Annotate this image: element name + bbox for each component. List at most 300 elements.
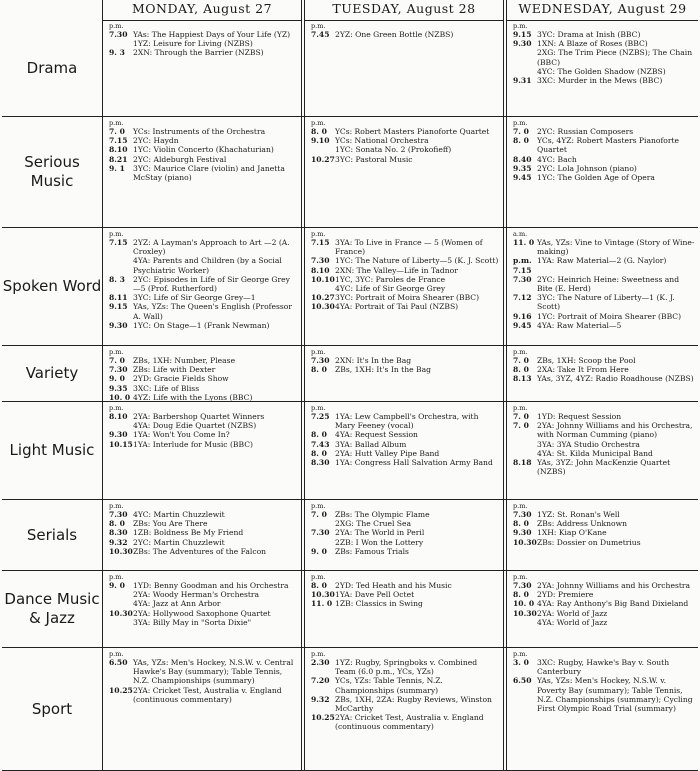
program-text: 4YC: Martin Chuzzlewit [133, 510, 225, 519]
program-text: 3YC: Maurice Clare (violin) and Janetta McStay (piano) [133, 163, 285, 183]
program-entry [513, 127, 696, 136]
program-text: 1YA: Lew Campbell's Orchestra, with Mary Feeney (vocal) [335, 412, 479, 431]
program-entry [311, 302, 499, 311]
program-time: 8. 0 [109, 519, 125, 529]
program-time: 8.10 [311, 265, 330, 275]
program-entry [513, 590, 696, 599]
program-text: 1YA: Interlude for Music (BBC) [133, 439, 253, 449]
pm-marker: p.m. [311, 573, 326, 581]
program-entry [513, 67, 696, 76]
program-entry [311, 275, 499, 284]
program-text: 3XC: Rugby, Hawke's Bay v. South Canterbury [537, 658, 670, 677]
schedule-cell [509, 402, 698, 499]
program-text: 4YA: Jazz at Ann Arbor [133, 599, 221, 609]
category-row [2, 648, 698, 771]
program-text: YCs, YZs: Table Tennis, N.Z. Championships (summary) [335, 676, 443, 695]
program-entry [109, 393, 297, 401]
program-time [109, 590, 133, 599]
program-entry [311, 676, 499, 694]
program-time: 7.30 [109, 510, 128, 519]
program-time: 7.30 [109, 30, 128, 39]
program-entry [109, 510, 297, 519]
program-time: 10.27 [311, 293, 335, 303]
program-entry [109, 609, 297, 618]
pm-marker: p.m. [109, 404, 124, 412]
category-label: Dance Music & Jazz [4, 590, 100, 627]
program-text: 2YZ: A Layman's Approach to Art —2 (A. Croxley) [133, 238, 290, 257]
program-entry [109, 39, 297, 48]
program-time: 10. 0 [109, 392, 131, 401]
program-time: 9.35 [513, 163, 532, 173]
program-text: 1YZ: Leisure for Living (NZBS) [133, 39, 253, 49]
program-time: 8.10 [109, 145, 128, 155]
program-time: 7.43 [311, 439, 330, 449]
program-text: 2YC: Russian Composers [537, 127, 634, 136]
program-time: 7. 0 [513, 412, 529, 421]
program-text: 2YC: Episodes in Life of Sir George Grey—5 (Prof. Rutherford) [133, 274, 290, 294]
program-text: 1YC: On Stage—1 (Frank Newman) [133, 320, 270, 330]
program-text: 2YA: Cricket Test, Australia v. England (continuous commentary) [133, 685, 282, 704]
program-time: 9.45 [513, 173, 532, 183]
category-label: Variety [25, 364, 79, 382]
program-time: 9.31 [513, 76, 532, 86]
program-entry [109, 238, 297, 256]
program-entry [109, 365, 297, 374]
program-time: 7.30 [311, 528, 330, 538]
program-time: 9.32 [311, 694, 330, 704]
schedule-cell [509, 500, 698, 570]
program-text: 4YC: Life of Sir George Grey [335, 284, 446, 294]
program-entry [513, 658, 696, 676]
program-text: 3YA: To Live in France — 5 (Women of France) [335, 238, 483, 257]
program-text: 2YC: Lola Johnson (piano) [537, 163, 637, 173]
program-text: ZBs: Dossier on Dumetrius [537, 537, 641, 547]
program-entry [109, 547, 297, 556]
pm-marker: p.m. [513, 348, 528, 356]
program-text: 2YA: Woody Herman's Orchestra [133, 590, 260, 600]
program-text: 2XN: It's In the Bag [335, 356, 412, 365]
program-entry [311, 547, 499, 556]
program-entry [109, 590, 297, 599]
program-entry [513, 136, 696, 154]
program-text: 2YA: Barbershop Quartet Winners [133, 412, 265, 421]
program-time: 9.30 [109, 320, 128, 330]
pm-marker: p.m. [109, 22, 124, 30]
program-text: 3XC: Murder in the Mews (BBC) [537, 76, 663, 86]
schedule-cell [509, 117, 698, 227]
program-time: 7. 0 [109, 127, 125, 136]
program-entry [311, 510, 499, 519]
pm-marker: p.m. [513, 573, 528, 581]
program-time [311, 284, 335, 293]
program-entry [109, 581, 297, 590]
program-time: 7.15 [109, 238, 128, 247]
program-entry [109, 136, 297, 145]
program-text: 1YZ: St. Ronan's Well [537, 510, 620, 519]
program-time: 9.16 [513, 311, 532, 321]
schedule-cell [105, 500, 299, 570]
program-entry [311, 695, 499, 713]
program-text: 2XN: The Valley—Life in Tadnor [335, 265, 458, 275]
program-entry [513, 458, 696, 476]
program-entry [311, 538, 499, 547]
program-entry [109, 599, 297, 608]
program-text: 3YA: 3YA Studio Orchestra [537, 439, 640, 449]
program-time: 10.10 [311, 274, 335, 284]
program-text: 2YZ: One Green Bottle (NZBS) [335, 30, 454, 39]
program-entry [513, 238, 696, 256]
program-time: 9.45 [513, 320, 532, 330]
schedule-cell [105, 20, 299, 116]
program-text: ZBs, 1XH: Number, Please [133, 356, 236, 365]
schedule-cell [307, 228, 501, 345]
schedule-cell [509, 648, 698, 770]
program-entry [109, 421, 297, 430]
program-entry [513, 449, 696, 458]
column-divider [503, 0, 504, 771]
program-entry [513, 312, 696, 321]
program-time: 7.45 [311, 30, 330, 39]
program-time: 8.21 [109, 154, 128, 164]
schedule-cell [307, 500, 501, 570]
program-entry [513, 48, 696, 66]
program-time: 6.50 [109, 658, 128, 667]
pm-marker: p.m. [311, 22, 326, 30]
schedule-cell [307, 346, 501, 401]
program-entry [311, 713, 499, 731]
program-text: 2YA: Johnny Williams and his Orchestra [537, 581, 691, 590]
program-time: 7.15 [109, 136, 128, 146]
pm-marker: p.m. [311, 650, 326, 658]
program-entry [513, 440, 696, 449]
program-time: 8. 0 [311, 448, 327, 458]
program-text: 1YC: The Nature of Liberty—5 (K. J. Scott) [335, 256, 499, 266]
program-text: YCs: Robert Masters Pianoforte Quartet [335, 127, 490, 136]
program-text: 4YA: World of Jazz [537, 617, 608, 627]
category-label: Drama [26, 58, 78, 77]
program-text: YAs, 3YZ, 4YZ: Radio Roadhouse (NZBS) [537, 374, 694, 384]
program-time: 8. 0 [513, 365, 529, 375]
program-text: ZBs: Life with Dexter [133, 365, 216, 375]
program-text: 4YZ: Life with the Lyons (BBC) [133, 392, 253, 401]
pm-marker: p.m. [513, 650, 528, 658]
program-time: 9.15 [109, 302, 128, 312]
program-time: 8.10 [109, 412, 128, 421]
program-text: 3YC: Pastoral Music [335, 154, 413, 164]
program-entry [513, 365, 696, 374]
program-entry [311, 581, 499, 590]
program-time: 8. 0 [513, 519, 529, 529]
program-entry [513, 155, 696, 164]
program-time: 9. 0 [109, 374, 125, 384]
program-text: 2YA: The World in Peril [335, 528, 425, 538]
program-time: 7.12 [513, 293, 532, 303]
category-label: Light Music [9, 441, 95, 459]
schedule-grid [2, 0, 698, 771]
program-entry [311, 256, 499, 265]
program-entry [513, 412, 696, 421]
day-header-tuesday: TUESDAY, August 28 [305, 0, 503, 21]
schedule-cell [307, 648, 501, 770]
program-time: 7.15 [311, 238, 330, 247]
program-time: 10.30 [311, 302, 335, 312]
program-time: 9.10 [311, 136, 330, 146]
program-time [513, 48, 537, 66]
category-label: Serials [26, 525, 78, 544]
program-time [513, 618, 537, 627]
pm-marker: p.m. [109, 348, 124, 356]
program-time: 8.13 [513, 374, 532, 384]
program-entry [311, 528, 499, 537]
program-time: 7.30 [311, 356, 330, 365]
program-text: 2YA: World of Jazz [537, 608, 608, 618]
category-row [2, 571, 698, 648]
program-time: 9.35 [109, 383, 128, 393]
program-text: ZBs: Address Unknown [537, 519, 628, 529]
program-time: 10.30 [109, 608, 133, 618]
program-entry [109, 275, 297, 293]
program-time: 10.15 [109, 439, 133, 449]
pm-marker: p.m. [311, 404, 326, 412]
program-entry [311, 599, 499, 608]
pm-marker: p.m. [513, 404, 528, 412]
program-text: 1YZ: Rugby, Springboks v. Combined Team (6.0 p.m., YCs, YZs) [335, 658, 478, 677]
schedule-cell [307, 20, 501, 116]
schedule-cell [307, 402, 501, 499]
program-time: 8. 0 [311, 430, 327, 440]
program-time: 7. 0 [513, 356, 529, 365]
pm-marker: p.m. [311, 230, 326, 238]
category-row [2, 402, 698, 500]
program-time: 10. 0 [513, 599, 535, 609]
program-entry [109, 321, 297, 330]
program-entry [513, 581, 696, 590]
program-time: 9.30 [513, 39, 532, 49]
column-divider [102, 0, 103, 771]
category-label: Sport [31, 699, 73, 718]
pm-marker: p.m. [109, 502, 124, 510]
program-entry [513, 164, 696, 173]
program-text: 3YA: Ballad Album [335, 439, 407, 449]
program-text: ZBs: The Olympic Flame [335, 510, 430, 519]
program-entry [513, 421, 696, 439]
schedule-cell [105, 346, 299, 401]
pm-marker: p.m. [109, 119, 124, 127]
program-entry [513, 293, 696, 311]
schedule-cell [509, 20, 698, 116]
program-time [109, 39, 133, 48]
program-text: 2XN: Through the Barrier (NZBS) [133, 48, 264, 58]
program-text: 4YA: Raw Material—5 [537, 320, 622, 330]
program-text: 2XA: Take It From Here [537, 365, 629, 375]
program-text: ZBs, 1XH: Scoop the Pool [537, 356, 636, 365]
program-entry [311, 238, 499, 256]
program-entry [109, 164, 297, 182]
pm-marker: p.m. [311, 502, 326, 510]
program-text: 1YA: Dave Pell Octet [335, 590, 415, 600]
program-entry [513, 599, 696, 608]
program-entry [513, 510, 696, 519]
program-time: 9. 0 [109, 581, 125, 590]
schedule-cell [105, 648, 299, 770]
program-text: 4YA: Portrait of Tai Paul (NZBS) [335, 302, 459, 312]
program-entry [513, 275, 696, 293]
program-time [109, 618, 133, 627]
program-entry [311, 356, 499, 365]
category-row [2, 117, 698, 228]
program-entry [109, 384, 297, 393]
program-text: 1YC: Portrait of Moira Shearer (BBC) [537, 311, 682, 321]
program-entry [109, 302, 297, 320]
program-time: 8.30 [109, 528, 128, 538]
program-time: 7.30 [513, 510, 532, 519]
program-time: 8. 0 [513, 590, 529, 600]
program-text: 1YA: Raw Material—2 (G. Naylor) [537, 256, 667, 266]
category-row [2, 20, 698, 117]
program-text: 2YC: Martin Chuzzlewit [133, 537, 225, 547]
pm-marker: p.m. [311, 119, 326, 127]
pm-marker: p.m. [109, 573, 124, 581]
program-entry [109, 48, 297, 57]
program-entry [311, 440, 499, 449]
program-text: 4YA: Doug Edie Quartet (NZBS) [133, 421, 257, 431]
program-time [109, 256, 133, 274]
program-text: 2XG: The Trim Piece (NZBS); The Chain (BBC) [537, 48, 693, 67]
schedule-cell [105, 571, 299, 647]
program-entry [311, 590, 499, 599]
program-entry [109, 538, 297, 547]
category-row [2, 346, 698, 402]
program-time: 8. 0 [311, 365, 327, 375]
program-text: 3XC: Life of Bliss [133, 383, 200, 393]
program-text: 4YA: Request Session [335, 430, 418, 440]
program-entry [311, 449, 499, 458]
program-time: 9.30 [513, 528, 532, 538]
program-time: 9.30 [109, 430, 128, 440]
program-entry [109, 412, 297, 421]
program-time: 7.30 [311, 256, 330, 266]
program-text: 1XN: A Blaze of Roses (BBC) [537, 39, 648, 49]
schedule-cell [509, 346, 698, 401]
program-entry [109, 293, 297, 302]
program-text: ZBs, 1XH: It's In the Bag [335, 365, 431, 375]
program-time: 7.30 [513, 274, 532, 284]
program-entry [311, 284, 499, 293]
program-time: 10.25 [311, 713, 335, 723]
program-text: 1YD: Benny Goodman and his Orchestra [133, 581, 289, 590]
program-entry [109, 618, 297, 627]
program-entry [311, 145, 499, 154]
program-text: 1YA: Congress Hall Salvation Army Band [335, 458, 493, 468]
program-time: 8. 3 [109, 274, 125, 284]
program-text: 2YA: Hutt Valley Pipe Band [335, 448, 440, 458]
program-time: 7.30 [513, 581, 532, 590]
program-entry [311, 266, 499, 275]
program-entry [109, 155, 297, 164]
program-time: 3. 0 [513, 658, 529, 667]
program-entry [109, 127, 297, 136]
program-text: 3YC: Life of Sir George Grey—1 [133, 293, 256, 303]
program-time: 10.30 [513, 608, 537, 618]
program-text: 3YA: Billy May in "Sorta Dixie" [133, 617, 252, 627]
pm-marker: p.m. [109, 650, 124, 658]
program-entry [109, 440, 297, 449]
program-time [311, 145, 335, 154]
program-text: YAs, YZs: Vine to Vintage (Story of Wine-making) [537, 238, 695, 257]
program-time: 7. 0 [513, 127, 529, 136]
schedule-cell [509, 228, 698, 345]
program-time: 8. 0 [513, 136, 529, 146]
program-entry [513, 76, 696, 85]
program-text: YAs, YZs: The Queen's English (Professor A. Wall) [133, 302, 292, 321]
program-time: 7.30 [109, 365, 128, 375]
program-text: 1YC: Sonata No. 2 (Prokofieff) [335, 145, 452, 155]
program-text: 2YC: Haydn [133, 136, 179, 146]
program-entry [513, 39, 696, 48]
program-text: 1YC: Violin Concerto (Khachaturian) [133, 145, 274, 155]
program-time: 8.30 [311, 458, 330, 468]
program-text: 3YC: Drama at Inish (BBC) [537, 30, 641, 39]
program-text: 4YC: The Golden Shadow (NZBS) [537, 66, 666, 76]
program-entry [109, 356, 297, 365]
program-entry [311, 519, 499, 528]
program-time: 10.30 [513, 537, 537, 547]
program-entry [513, 528, 696, 537]
program-time: 9. 0 [311, 546, 327, 556]
program-text: 2YC: Heinrich Heine: Sweetness and Bite (E. Herd) [537, 274, 680, 294]
program-entry [109, 430, 297, 439]
program-text: 2XG: The Cruel Sea [335, 519, 412, 529]
schedule-cell [307, 571, 501, 647]
program-entry [513, 519, 696, 528]
category-label: Spoken Word [2, 277, 102, 295]
program-text: 2YD: Ted Heath and his Music [335, 581, 452, 590]
program-time: 8.40 [513, 154, 532, 164]
day-header-wednesday: WEDNESDAY, August 29 [507, 0, 698, 21]
program-entry [513, 538, 696, 547]
program-time: 9.15 [513, 30, 532, 39]
program-entry [513, 374, 696, 383]
program-time: 8.18 [513, 458, 532, 468]
program-text: 1XH: Kiap O'Kane [537, 528, 607, 538]
program-entry [311, 365, 499, 374]
program-entry [513, 676, 696, 713]
program-text: 4YC: Bach [537, 154, 577, 164]
program-time: 7.20 [311, 676, 330, 686]
program-time: 9. 1 [109, 163, 125, 173]
program-time [513, 440, 537, 449]
program-time: 10.30 [109, 546, 133, 556]
schedule-cell [307, 117, 501, 227]
program-entry [109, 374, 297, 383]
program-time: 10.25 [109, 685, 133, 695]
program-text: 1YD: Request Session [537, 412, 622, 421]
program-text: 4YA: Ray Anthony's Big Band Dixieland [537, 599, 689, 609]
pm-marker: p.m. [513, 119, 528, 127]
program-entry [109, 519, 297, 528]
pm-marker: p.m. [513, 502, 528, 510]
program-text: 3YC: Portrait of Moira Shearer (BBC) [335, 293, 480, 303]
program-entry [109, 30, 297, 39]
program-entry [109, 528, 297, 537]
schedule-cell [105, 117, 299, 227]
column-divider [301, 0, 302, 771]
program-time: 7. 0 [513, 421, 529, 431]
pm-marker: a.m. [513, 230, 528, 238]
program-text: YCs: Instruments of the Orchestra [133, 127, 266, 136]
pm-marker: p.m. [513, 22, 528, 30]
category-row [2, 500, 698, 571]
